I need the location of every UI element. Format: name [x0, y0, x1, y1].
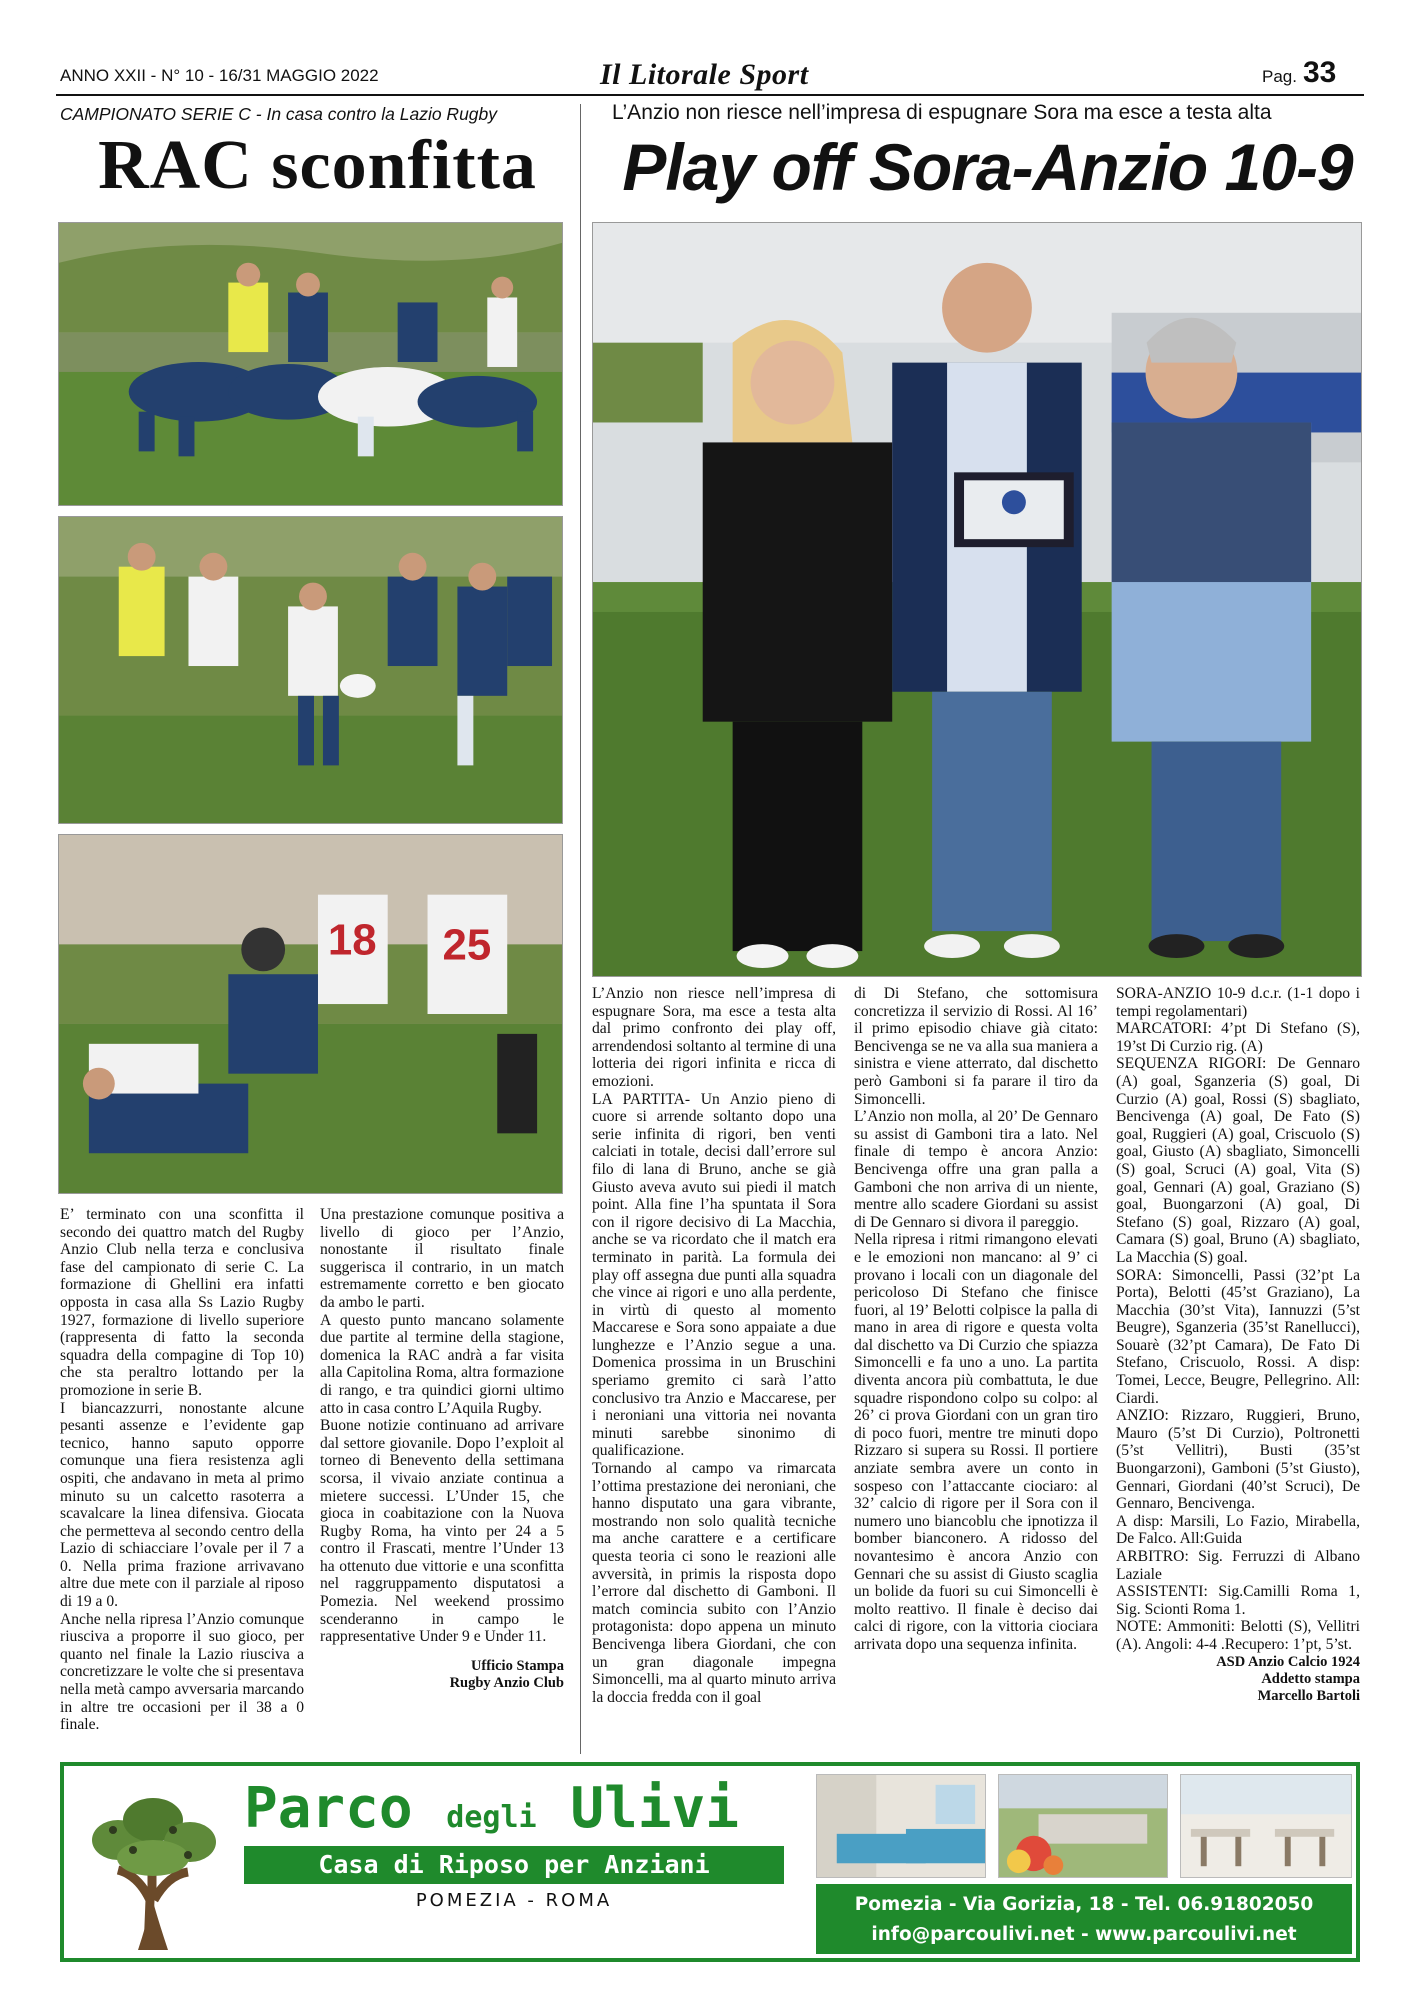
rugby-pass-photo: [58, 516, 563, 824]
svg-text:25: 25: [442, 920, 492, 970]
ad-city: POMEZIA - ROMA: [415, 1890, 613, 1911]
ad-contact-bar: [816, 1884, 1352, 1954]
page-number-label: [1262, 56, 1336, 90]
left-article-col1: [60, 1206, 304, 1734]
ad-address: Pomezia - Via Gorizia, 18 - Tel. 06.91802050: [854, 1894, 1314, 1915]
assistants: ASSISTENTI: Sig.Camilli Roma 1, Sig. Scionti Roma 1.: [1116, 1583, 1360, 1618]
right-col1-p3: Tornando al campo va rimarcata l’ottima prestazione dei neroniani, che hanno disputato una gara vibrante, mostrando non solo qualità tecniche ma anche carattere e a certificare questa teoria ci sono le reazioni alle avversità, in primis la risposta dopo l’errore dal dischetto di Gamboni. Il match comincia subito con l’Anzio protagonista: dopo appena un minuto Bencivenga libera Giordani, che con un gran diagonale impegna Simoncelli, ma al quarto minuto arriva la doccia fredda con il goal: [592, 1460, 836, 1706]
left-col2-p3: Buone notizie continuano ad arrivare dal settore giovanile. Dopo l’exploit al torneo di Benevento della settimana scorsa, il vivaio anziate continua a mietere successi. L’Under 15, che gioca in coabitazione con la Nuova Rugby Roma, ha vinto per 24 a 5 contro il Frascati, mentre l’Under 13 ha ottenuto due vittorie e una sconfitta nel raggruppamento disputatosi a Pomezia. Nel weekend prossimo scenderanno in campo le rappresentative Under 9 e Under 11.: [320, 1417, 564, 1646]
page-label: Pag.: [1262, 67, 1297, 86]
right-signature-3: Marcello Bartoli: [1257, 1687, 1360, 1704]
right-signature-2: Addetto stampa: [1261, 1670, 1360, 1687]
masthead: Il Litorale Sport: [600, 58, 809, 91]
left-article-col2: [320, 1206, 564, 1692]
right-col2-p2: L’Anzio non molla, al 20’ De Gennaro su assist di Gamboni tira a lato. Nel finale di tempo è ancora Anzio: Bencivenga offre una gran palla a Gamboni che non arriva di un niente, mentre allo scadere Giordani su assist di De Gennaro si divora il pareggio.: [854, 1108, 1098, 1231]
award-ceremony-photo: [592, 222, 1362, 977]
right-article-col3: [1116, 985, 1360, 1705]
rugby-tackle-photo: [58, 834, 563, 1194]
sora-lineup: SORA: Simoncelli, Passi (32’pt La Porta), Belotti (45’st Graziano), La Macchia (30’st Vita), Iannuzzi (5’st Beugre), Sganzeria (35’st Ranellucci), Souarè (32’pt Camara), De Fato Di Stefano, Criscuolo, Rossi. A disp: Tomei, Lecce, Beugre, Pellegrino. All: Ciardi.: [1116, 1266, 1360, 1407]
right-article-col1: [592, 985, 836, 1706]
right-headline: Play off Sora-Anzio 10-9: [622, 130, 1353, 204]
advertisement-parco-ulivi: [60, 1762, 1360, 1962]
right-article-col2: [854, 985, 1098, 1654]
ad-brand-name: [244, 1778, 739, 1849]
issue-info: ANNO XXII - N° 10 - 16/31 MAGGIO 2022: [60, 66, 379, 85]
right-signature-1: ASD Anzio Calcio 1924: [1216, 1653, 1360, 1670]
right-col2-p3: Nella ripresa i ritmi rimangono elevati e le emozioni non mancano: al 9’ ci provano i locali con un diagonale del pericoloso Di Stefano che finisce fuori, al 19’ Belotti colpisce la palla di mano in area di rigore e questa volta dal dischetto va Di Curzio che spiazza Simoncelli e fa uno a uno. La partita diventa ancora più combattuta, le due squadre rispondono colpo su colpo: al 26’ ci prova Giordani con un gran tiro di poco fuori, mentre tre minuti dopo Rizzaro si supera su Rossi. Il portiere anziate sembra avere un conto in sospeso con l’attaccante ciociaro: al 32’ calcio di rigore per il Sora con il numero uno biancoblu che ipnotizza il bomber bianconero. A ridosso del novantesimo è ancora Anzio con Gennari che su assist di Giusto scaglia un bolide da fuori su cui Simoncelli è molto reattivo. Il finale è deciso dai calci di rigore, con la vittoria ciociara arrivata dopo una sequenza infinita.: [854, 1231, 1098, 1653]
left-headline: RAC sconfitta: [98, 127, 537, 204]
referee: ARBITRO: Sig. Ferruzzi di Albano Laziale: [1116, 1548, 1360, 1583]
ad-photo-bedroom: [816, 1774, 986, 1878]
ad-photo-dining-room: [1180, 1774, 1352, 1878]
right-col2-p1: di Di Stefano, che sottomisura concretizza il servizio di Rossi. Al 16’ il primo episodio chiave già citato: Bencivenga se ne va alla sua maniera a sinistra e viene atterrato, dal dischetto però Gamboni si fa parare il tiro da Simoncelli.: [854, 985, 1098, 1108]
left-signature-1: Ufficio Stampa: [470, 1657, 564, 1674]
left-kicker: CAMPIONATO SERIE C - In casa contro la Lazio Rugby: [60, 104, 498, 124]
header-rule: [56, 94, 1364, 96]
rugby-scrum-photo: [58, 222, 563, 506]
match-notes: NOTE: Ammoniti: Belotti (S), Vellitri (A). Angoli: 4-4 .Recupero: 1’pt, 5’st.: [1116, 1618, 1360, 1653]
left-col1-p3: Anche nella ripresa l’Anzio comunque riusciva a proporre il suo gioco, per quanto nel finale la Lazio riusciva a concretizzare le volte che si presentava nella metà campo avversaria marcando in altre tre occasioni per il 38 a 0 finale.: [60, 1610, 304, 1734]
match-score: SORA-ANZIO 10-9 d.c.r. (1-1 dopo i tempi regolamentari): [1116, 985, 1360, 1020]
olive-tree-icon: [78, 1780, 228, 1950]
left-signature-2: Rugby Anzio Club: [449, 1674, 564, 1691]
left-col2-p2: A questo punto mancano solamente due partite al termine della stagione, domenica la RAC andrà a far visita alla Capitolina Roma, altra formazione di rango, e tra quindici giorni ultimo atto in casa contro L’Aquila Rugby.: [320, 1311, 564, 1417]
left-col2-p1: Una prestazione comunque positiva a livello di gioco per l’Anzio, nonostante il risultato finale suggerisca il contrario, in un match estremamente corretto e ben giocato da ambo le parti.: [320, 1206, 564, 1311]
ad-photo-garden: [998, 1774, 1168, 1878]
ad-brand-small: degli: [446, 1800, 537, 1835]
page-number: 33: [1302, 56, 1337, 89]
anzio-bench: A disp: Marsili, Lo Fazio, Mirabella, De Falco. All:Guida: [1116, 1512, 1360, 1548]
left-col1-p2: I biancazzurri, nonostante alcune pesanti assenze e l’evidente gap tecnico, hanno saputo opporre comunque una fiera resistenza agli ospiti, che andavano in meta al primo minuto su un calcetto rasoterra a scavalcare la linea difensiva. Giocata che permetteva al secondo centro della Lazio di schiacciare l’ovale per il 7 a 0. Nella prima frazione arrivavano altre due mete con il parziale al riposo di 19 a 0.: [60, 1399, 304, 1611]
ad-brand-part1: Parco: [244, 1776, 413, 1841]
ad-web-link[interactable]: info@parcoulivi.net - www.parcoulivi.net: [871, 1924, 1297, 1945]
left-col1-p1: E’ terminato con una sconfitta il secondo dei quattro match del Rugby Anzio Club nella terza e conclusiva fase del campionato di serie C. La formazione di Ghellini era infatti opposta in casa alla Ss Lazio Rugby 1927, formazione di livello superiore (rappresenta di fatto la seconda squadra della compagine di Top 10) che sta peraltro lottando per la promozione in serie B.: [60, 1206, 304, 1399]
ad-tagline: Casa di Riposo per Anziani: [244, 1846, 784, 1884]
column-divider: [580, 104, 581, 1754]
right-col1-p1: L’Anzio non riesce nell’impresa di espugnare Sora, ma esce a testa alta dal primo confronto dei play off, arrendendosi soltanto al termine di una lotteria dei rigori infinita e ricca di emozioni.: [592, 985, 836, 1090]
svg-text:18: 18: [327, 915, 377, 965]
right-kicker: L’Anzio non riesce nell’impresa di espugnare Sora ma esce a testa alta: [612, 101, 1272, 124]
ad-brand-part2: Ulivi: [570, 1776, 739, 1841]
anzio-lineup: ANZIO: Rizzaro, Ruggieri, Bruno, Mauro (5’st Di Curzio), Poltronetti (5’st Vellitri), Busti (35’st Buongarzoni), Gamboni (5’st Giusto), Gennari, Giordani (40’st Scruci), De Gennaro, Bencivenga.: [1116, 1407, 1360, 1513]
match-scorers: MARCATORI: 4’pt Di Stefano (S), 19’st Di Curzio rig. (A): [1116, 1020, 1360, 1055]
right-col1-p2: LA PARTITA- Un Anzio pieno di cuore si arrende soltanto dopo una serie infinita di rigori, ben venti calciati in totale, decisi dall’errore sul filo di lana di Bruno, anche se già Giusto aveva avuto sui piedi il match point. Alla fine l’ha spuntata il Sora con il rigore decisivo di La Macchia, anche se va ricordato che il match era terminato in parità. La formula dei play off assegna due punti alla squadra che vince ai rigori e uno alla perdente, in virtù di questo al momento Maccarese e Sora sono appaiate a due lunghezze e l’Anzio segue a una. Domenica prossima in un Bruschini speriamo gremito ci sarà l’atto conclusivo tra Anzio e Maccarese, per i neroniani una vittoria nei novanta minuti sarebbe sinonimo di qualificazione.: [592, 1090, 836, 1460]
penalty-sequence: SEQUENZA RIGORI: De Gennaro (A) goal, Sganzeria (S) goal, Di Curzio (A) goal, Rossi (S) sbagliato, Bencivenga (A) goal, De Fato (S) goal, Ruggieri (A) goal, Criscuolo (S) goal, Giusto (A) sbagliato, Simoncelli (S) goal, Scruci (A) goal, Vita (S) goal, Gennari (A) goal, Graziano (S) goal, Buongarzoni (A) goal, Di Stefano (S) goal, Rizzaro (A) goal, Camara (S) goal, Bruno (A) sbagliato, La Macchia (S) goal.: [1116, 1055, 1360, 1266]
